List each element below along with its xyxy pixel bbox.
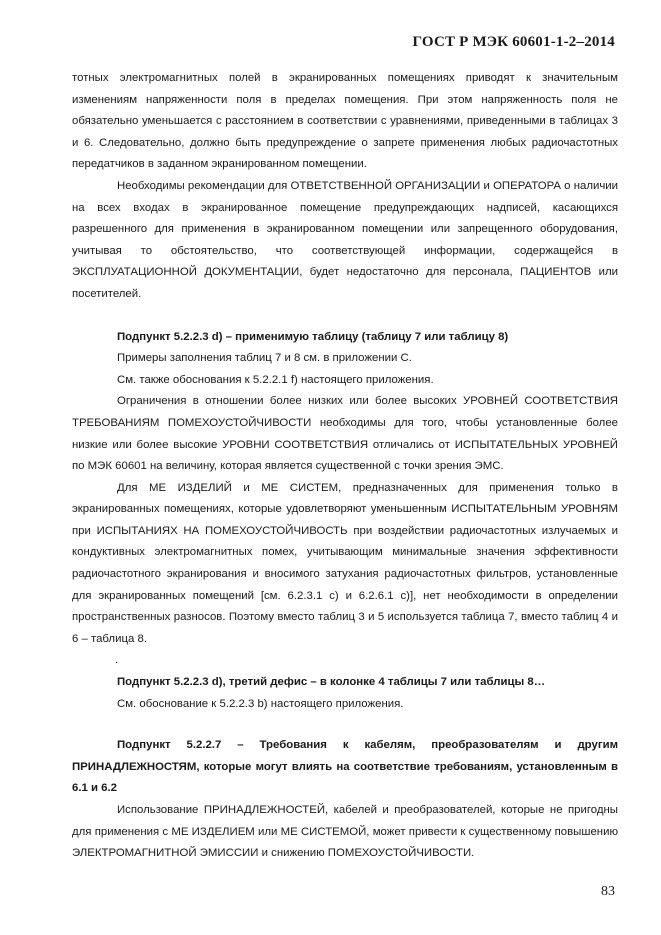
subclause-heading-third-dash: Подпункт 5.2.2.3 d), третий дефис – в колонке 4 таблицы 7 или таблицы 8… <box>117 676 546 689</box>
paragraph-continuation: тотных электромагнитных полей в экранированных помещениях приводят к значительным изменениям напряженности поля в пределах помещения. При этом напряженность поля не обязательно уменьшается с расстоянием в соответствии с уравнениями, приведенными в таблицах 3 и 6. Следовательно, должно быть предупреждение о запрете применения любых радиочастотных передатчиков в заданном экранированном помещении. <box>72 72 618 171</box>
paragraph-recommendations: Необходимы рекомендации для ОТВЕТСТВЕННОЙ ОРГАНИЗАЦИИ и ОПЕРАТОРА о наличии на всех входах в экранированное помещение предупреждающих надписей, касающихся разрешенного для применения в экранированном помещении или запрещенного оборудования, учитывая то обстоятельство, что соответствующей информации, содержащейся в ЭКСПЛУАТАЦИОННОЙ ДОКУМЕНТАЦИИ, будет недостаточно для персонала, ПАЦИЕНТОВ или посетителей. <box>72 179 618 300</box>
paragraph-me-equipment: Для МЕ ИЗДЕЛИЙ и МЕ СИСТЕМ, предназначенных для применения только в экранированных помещениях, которые удовлетворяют уменьшенным ИСПЫТАТЕЛЬНЫМ УРОВНЯМ при ИСПЫТАНИЯХ НА ПОМЕХОУСТОЙЧИВОСТЬ при воздействии радиочастотных излучаемых и кондуктивных электромагнитных помех, учитывающим минимальные значения эффективности радиочастотного экранирования и вносимого затухания радиочастотных фильтров, установленные для экранированных помещений [см. 6.2.3.1 с) и 6.2.6.1 с)], нет необходимости в определении пространственных разносов. Поэтому вместо таблиц 3 и 5 используется таблица 7, вместо таблиц 4 и 6 – таблица 8. <box>72 481 618 645</box>
document-body <box>72 68 618 865</box>
paragraph-accessories: Использование ПРИНАДЛЕЖНОСТЕЙ, кабелей и преобразователей, которые не пригодны для применения с МЕ ИЗДЕЛИЕМ или МЕ СИСТЕМОЙ, может привести к существенному повышению ЭЛЕКТРОМАГНИТНОЙ ЭМИССИИ и снижению ПОМЕХОУСТОЙЧИВОСТИ. <box>72 804 618 860</box>
paragraph-see-rationale: См. обоснование к 5.2.2.3 b) настоящего приложения. <box>117 697 404 710</box>
page-header-standard-number: ГОСТ Р МЭК 60601-1-2–2014 <box>412 34 615 50</box>
paragraph-limitations: Ограничения в отношении более низких или более высоких УРОВНЕЙ СООТВЕТСТВИЯ ТРЕБОВАНИЯМ ПОМЕХОУСТОЙЧИВОСТИ необходимы для того, чтобы установленные более низкие или более высокие УРОВНИ СООТВЕТСТВИЯ отличались от ИСПЫТАТЕЛЬНЫХ УРОВНЕЙ по МЭК 60601 на величину, которая является существенной с точки зрения ЭМС. <box>72 395 618 473</box>
page-number: 83 <box>601 884 615 899</box>
paragraph-examples: Примеры заполнения таблиц 7 и 8 см. в приложении С. <box>117 352 412 365</box>
subclause-heading-5-2-2-3-d: Подпункт 5.2.2.3 d) – применимую таблицу (таблицу 7 или таблицу 8) <box>117 330 509 343</box>
paragraph-see-also: См. также обоснования к 5.2.2.1 f) настоящего приложения. <box>117 373 434 386</box>
subclause-heading-5-2-2-7: Подпункт 5.2.2.7 – Требования к кабелям, преобразователям и другим ПРИНАДЛЕЖНОСТЯМ, которые могут влиять на соответствие требованиям, установленным в 6.1 и 6.2 <box>72 739 618 795</box>
stray-dot: . <box>115 654 119 667</box>
